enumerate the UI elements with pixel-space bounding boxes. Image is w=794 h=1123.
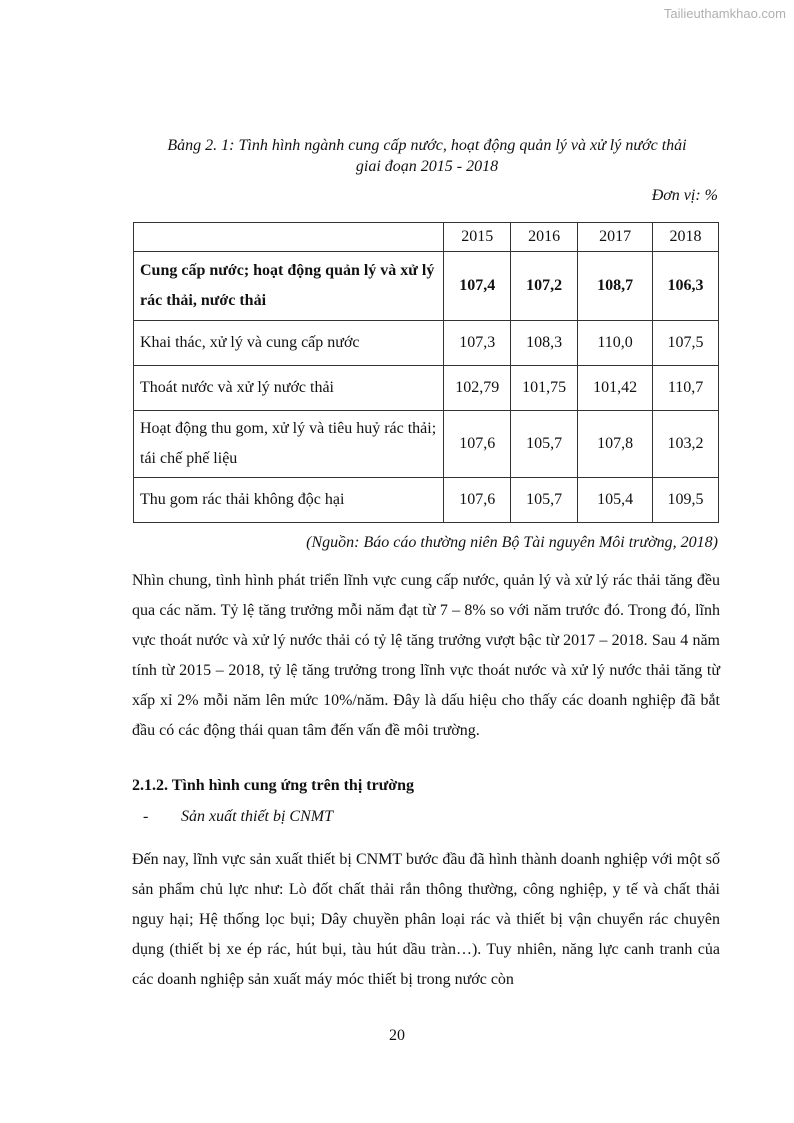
section-heading: 2.1.2. Tình hình cung ứng trên thị trường (132, 777, 415, 794)
header-cell-2016: 2016 (511, 223, 578, 252)
header-cell-2018: 2018 (653, 223, 719, 252)
row-value: 107,4 (444, 252, 511, 321)
bullet-text: Sản xuất thiết bị CNMT (181, 808, 333, 825)
page-number: 20 (389, 1027, 405, 1044)
row-value: 105,7 (511, 478, 578, 523)
row-label: Khai thác, xử lý và cung cấp nước (134, 321, 444, 366)
row-value: 107,6 (444, 478, 511, 523)
row-value: 105,7 (511, 411, 578, 478)
table-header-row (134, 223, 719, 252)
table-row (134, 252, 719, 321)
row-value: 105,4 (578, 478, 653, 523)
header-cell-empty (134, 223, 444, 252)
row-value: 110,7 (653, 366, 719, 411)
row-value: 102,79 (444, 366, 511, 411)
row-value: 103,2 (653, 411, 719, 478)
row-value: 107,8 (578, 411, 653, 478)
row-value: 108,3 (511, 321, 578, 366)
bullet-item (143, 808, 333, 826)
row-value: 107,2 (511, 252, 578, 321)
table-row (134, 366, 719, 411)
row-label: Hoạt động thu gom, xử lý và tiêu huỷ rác thải; tái chế phế liệu (134, 411, 444, 478)
row-value: 107,3 (444, 321, 511, 366)
table-caption-line-1: Bảng 2. 1: Tình hình ngành cung cấp nước, hoạt động quản lý và xử lý nước thải (167, 137, 687, 154)
unit-label: Đơn vị: % (651, 187, 718, 204)
row-value: 107,6 (444, 411, 511, 478)
table-row (134, 478, 719, 523)
paragraph-1: Nhìn chung, tình hình phát triển lĩnh vực cung cấp nước, quản lý và xử lý rác thải tăng đều qua các năm. Tỷ lệ tăng trưởng mỗi năm đạt từ 7 – 8% so với năm trước đó. Trong đó, lĩnh vực thoát nước và xử lý nước thải có tỷ lệ tăng trưởng vượt bậc từ 2017 – 2018. Sau 4 năm tính từ 2015 – 2018, tỷ lệ tăng trưởng trong lĩnh vực thoát nước và xử lý nước thải tăng từ xấp xỉ 2% mỗi năm lên mức 10%/năm. Đây là dấu hiệu cho thấy các doanh nghiệp đã bắt đầu có các động thái quan tâm đến vấn đề môi trường. (132, 572, 720, 739)
row-value: 108,7 (578, 252, 653, 321)
row-label: Thu gom rác thải không độc hại (134, 478, 444, 523)
header-cell-2015: 2015 (444, 223, 511, 252)
table-caption (120, 135, 734, 177)
row-label: Cung cấp nước; hoạt động quản lý và xử lý rác thải, nước thải (134, 252, 444, 321)
row-value: 109,5 (653, 478, 719, 523)
row-value: 101,42 (578, 366, 653, 411)
row-value: 107,5 (653, 321, 719, 366)
header-cell-2017: 2017 (578, 223, 653, 252)
row-value: 101,75 (511, 366, 578, 411)
table-caption-line-2: giai đoạn 2015 - 2018 (355, 158, 499, 175)
row-label: Thoát nước và xử lý nước thải (134, 366, 444, 411)
table-source: (Nguồn: Báo cáo thường niên Bộ Tài nguyên Môi trường, 2018) (306, 534, 718, 551)
table-row (134, 321, 719, 366)
bullet-marker: - (143, 808, 149, 825)
data-table (133, 222, 719, 523)
paragraph-2: Đến nay, lĩnh vực sản xuất thiết bị CNMT bước đầu đã hình thành doanh nghiệp với một số sản phẩm chủ lực như: Lò đốt chất thải rắn thông thường, công nghiệp, y tế và chất thải nguy hại; Hệ thống lọc bụi; Dây chuyền phân loại rác và thiết bị vận chuyển rác chuyên dụng (thiết bị xe ép rác, hút bụi, tàu hút dầu tràn…). Tuy nhiên, năng lực canh tranh của các doanh nghiệp sản xuất máy móc thiết bị trong nước còn (132, 851, 720, 988)
table-row (134, 411, 719, 478)
watermark: Tailieuthamkhao.com (663, 6, 786, 21)
row-value: 106,3 (653, 252, 719, 321)
row-value: 110,0 (578, 321, 653, 366)
